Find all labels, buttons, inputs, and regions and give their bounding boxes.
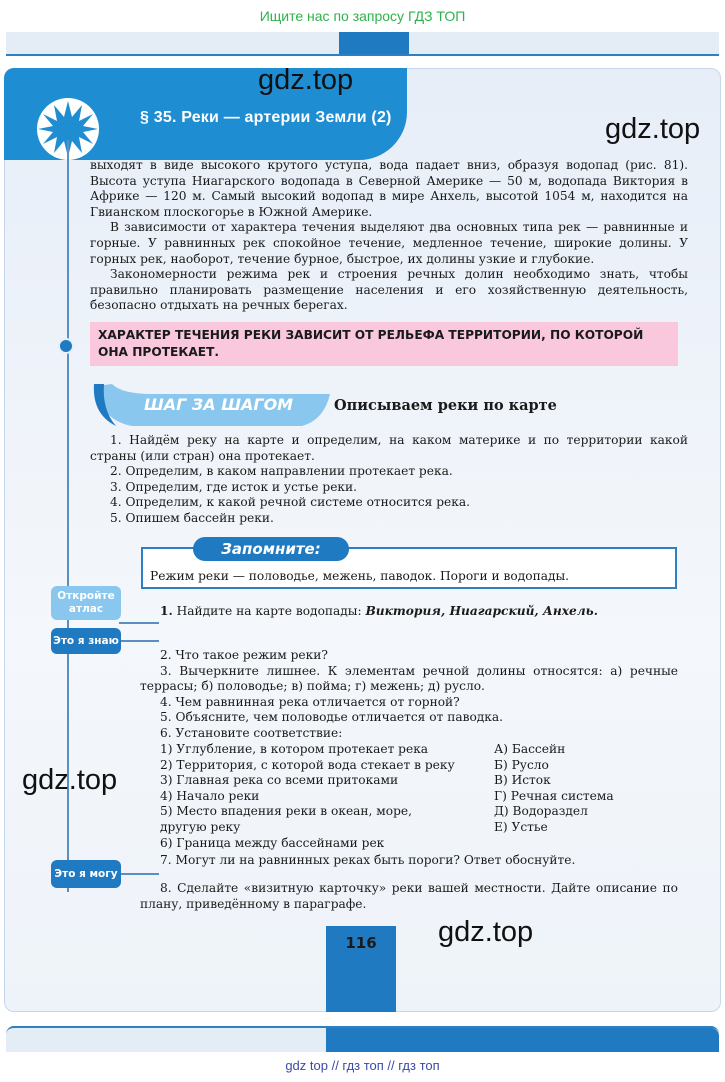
question-item: 6. Установите соответствие: xyxy=(160,725,343,740)
match-left-item: 6) Граница между бассейнами рек xyxy=(160,835,385,850)
divider-can xyxy=(119,873,159,875)
match-left-item: 3) Главная река со всеми притоками xyxy=(160,773,399,788)
match-right-column xyxy=(494,742,614,836)
question-item: 7. Могут ли на равнинных реках быть пороги? Ответ обоснуйте. xyxy=(160,853,576,867)
page-number: 116 xyxy=(345,934,377,952)
next-page-edge xyxy=(6,1026,719,1052)
match-left-item: 1) Углубление, в котором протекает река xyxy=(160,742,429,756)
steps-list xyxy=(90,433,688,527)
step-item: 1. Найдём реку на карте и определим, на каком материке и по территории какой страны (или стран) она протекает. xyxy=(90,433,688,463)
step-item: 5. Опишем бассейн реки. xyxy=(110,510,274,525)
question-item: 5. Объясните, чем половодье отличается от паводка. xyxy=(160,710,504,725)
question-number: 1. xyxy=(160,604,173,618)
intro-text xyxy=(90,158,688,314)
match-right-item: А) Бассейн xyxy=(494,742,566,756)
section-title: § 35. Реки — артерии Земли (2) xyxy=(140,109,392,126)
previous-page-tab xyxy=(339,32,409,54)
waterfall-list: Виктория, Ниагарский, Анхель. xyxy=(365,604,598,618)
step-item: 3. Определим, где исток и устье реки. xyxy=(110,479,358,494)
highlight-box: ХАРАКТЕР ТЕЧЕНИЯ РЕКИ ЗАВИСИТ ОТ РЕЛЬЕФА ТЕРРИТОРИИ, ПО КОТОРОЙ ОНА ПРОТЕКАЕТ. xyxy=(90,322,678,366)
match-right-item: Б) Русло xyxy=(494,757,549,772)
match-left-item: другую реку xyxy=(160,819,241,834)
question-item: 4. Чем равнинная река отличается от горной? xyxy=(160,694,460,709)
intro-paragraph-3: Закономерности режима рек и строения речных долин необходимо знать, чтобы правильно планировать размещение населения и его хозяйственную деятельность, безопасно отдыхать на речных берегах. xyxy=(90,267,688,313)
intro-paragraph-2: В зависимости от характера течения выделяют два основных типа рек — равнинные и горные. У равнинных рек спокойное течение, медленное течение, широкие долины. У горных рек, наоборот, течение бурное, быстрое, их долины узкие и глубокие. xyxy=(90,220,688,266)
step-by-step-title: Описываем реки по карте xyxy=(334,397,557,414)
remember-label: Запомните: xyxy=(193,537,349,561)
match-left-item: 2) Территория, с которой вода стекает в реку xyxy=(160,757,455,772)
step-item: 2. Определим, в каком направлении протекает река. xyxy=(110,464,453,479)
bullet-dot-icon xyxy=(58,338,74,354)
question-1 xyxy=(160,604,680,620)
match-right-item: В) Исток xyxy=(494,773,551,788)
question-8 xyxy=(140,881,678,912)
step-by-step-label: ШАГ ЗА ШАГОМ xyxy=(144,395,294,414)
divider-atlas xyxy=(119,622,159,624)
intro-paragraph-1: выходят в виде высокого крутого уступа, вода падает вниз, образуя водопад (рис. 81). Высота уступа Ниагарского водопада в Северной Америке — 50 м, водопада Виктория в Африке — 120 м. Самый высокий водопад в мире Анхель, высотой 1054 м, находится на Гвианском плоскогорье в Южной Америке. xyxy=(90,158,688,219)
match-right-item: Е) Устье xyxy=(494,819,548,834)
watermark: gdz.top xyxy=(22,764,118,796)
watermark: gdz.top xyxy=(258,64,354,96)
match-left-item: 5) Место впадения реки в океан, море, xyxy=(160,804,413,819)
i-know-tag: Это я знаю xyxy=(51,628,121,654)
question-item: 2. Что такое режим реки? xyxy=(160,648,328,662)
watermark: gdz.top xyxy=(438,916,534,948)
match-right-item: Г) Речная система xyxy=(494,788,614,803)
match-right-item: Д) Водораздел xyxy=(494,804,588,819)
i-can-tag: Это я могу xyxy=(51,860,121,888)
watermark: gdz.top xyxy=(605,113,701,145)
question-7 xyxy=(140,853,678,869)
question-item: 8. Сделайте «визитную карточку» реки вашей местности. Дайте описание по плану, приведённому в параграфе. xyxy=(140,881,678,911)
next-page-band xyxy=(326,1028,719,1052)
divider-know xyxy=(119,640,159,642)
question-text: Найдите на карте водопады: xyxy=(176,604,362,618)
top-banner[interactable]: Ищите нас по запросу ГДЗ ТОП xyxy=(259,8,466,24)
bottom-banner[interactable]: gdz top // гдз топ // гдз топ xyxy=(285,1058,440,1073)
match-left-column xyxy=(160,742,455,851)
step-item: 4. Определим, к какой речной системе относится река. xyxy=(110,495,470,510)
know-questions xyxy=(140,648,678,742)
open-atlas-tag: Откройте атлас xyxy=(51,586,121,620)
question-item: 3. Вычеркните лишнее. К элементам речной долины относятся: а) речные террасы; б) половодье; в) пойма; г) межень; д) русло. xyxy=(140,663,678,694)
remember-text: Режим реки — половодье, межень, паводок. Пороги и водопады. xyxy=(150,569,570,583)
previous-page-edge xyxy=(6,32,719,56)
match-left-item: 4) Начало реки xyxy=(160,788,260,803)
